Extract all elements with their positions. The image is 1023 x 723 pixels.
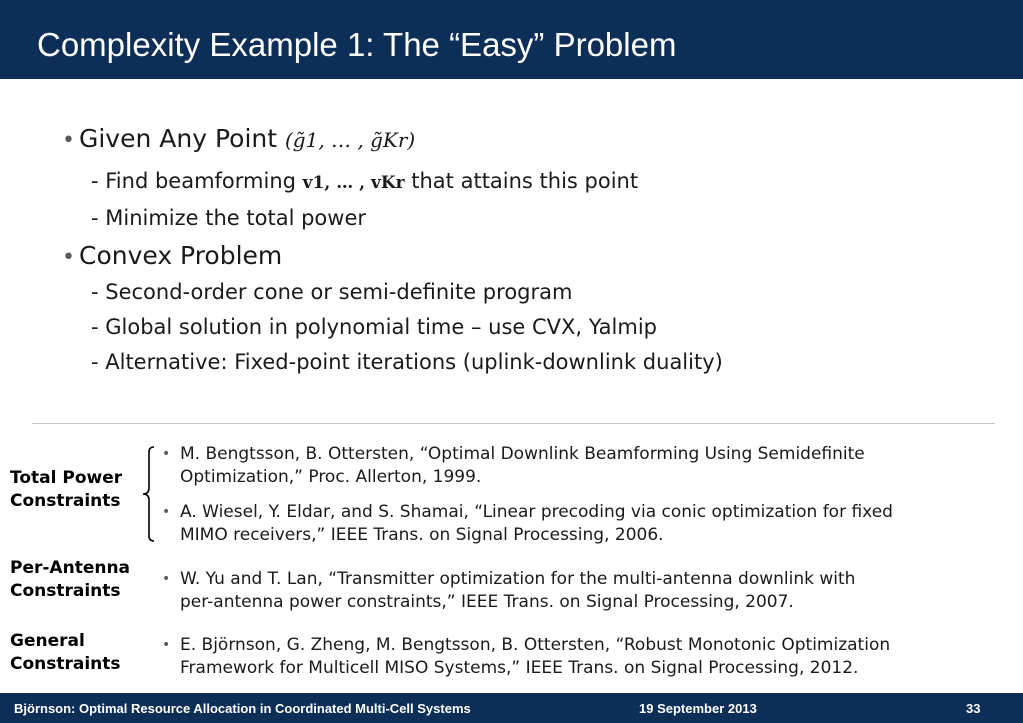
section-divider bbox=[32, 423, 995, 424]
label-line: Constraints bbox=[10, 654, 121, 674]
sub-bullet-suffix: that attains this point bbox=[411, 169, 639, 193]
sub-bullet-text: - Global solution in polynomial time – use CVX, Yalmip bbox=[91, 315, 658, 339]
bullet-dot-icon: • bbox=[162, 637, 171, 653]
sub-bullet-cone-program bbox=[91, 280, 572, 304]
sub-bullet-global-solution bbox=[91, 315, 657, 339]
label-line: General bbox=[10, 631, 85, 651]
label-line: Constraints bbox=[10, 581, 121, 601]
ref-label-per-antenna bbox=[10, 557, 130, 603]
bullet-text: Convex Problem bbox=[78, 241, 283, 270]
beamforming-formula: v1, … , vKr bbox=[302, 173, 405, 193]
footer-page-number: 33 bbox=[966, 701, 981, 716]
sub-bullet-text: - Alternative: Fixed-point iterations (uplink-downlink duality) bbox=[91, 350, 723, 374]
sub-bullet-text: - Second-order cone or semi-definite program bbox=[91, 280, 573, 304]
ref-line: W. Yu and T. Lan, “Transmitter optimization for the multi-antenna downlink with bbox=[180, 569, 856, 589]
bullet-dot-icon: • bbox=[162, 504, 171, 520]
label-line: Total Power bbox=[10, 468, 123, 488]
ref-line: Optimization,” Proc. Allerton, 1999. bbox=[180, 467, 482, 487]
footer-date: 19 September 2013 bbox=[639, 701, 757, 716]
ref-line: M. Bengtsson, B. Ottersten, “Optimal Downlink Beamforming Using Semidefinite bbox=[180, 444, 865, 464]
label-line: Constraints bbox=[10, 491, 121, 511]
ref-line: A. Wiesel, Y. Eldar, and S. Shamai, “Linear precoding via conic optimization for fixed bbox=[180, 502, 893, 522]
sub-bullet-find-beamforming bbox=[91, 169, 638, 193]
slide-title: Complexity Example 1: The “Easy” Problem bbox=[37, 26, 677, 63]
bullet-given-any-point bbox=[62, 124, 415, 153]
footer-presentation-title: Björnson: Optimal Resource Allocation in Coordinated Multi-Cell Systems bbox=[14, 701, 471, 716]
ref-line: E. Björnson, G. Zheng, M. Bengtsson, B. Ottersten, “Robust Monotonic Optimization bbox=[180, 635, 891, 655]
ref-line: MIMO receivers,” IEEE Trans. on Signal Processing, 2006. bbox=[180, 525, 664, 545]
sub-bullet-alternative bbox=[91, 350, 723, 374]
sub-bullet-prefix: - Find beamforming bbox=[91, 169, 296, 193]
bullet-dot-icon: • bbox=[162, 446, 171, 462]
label-line: Per-Antenna bbox=[10, 558, 131, 578]
ref-line: Framework for Multicell MISO Systems,” IEEE Trans. on Signal Processing, 2012. bbox=[180, 658, 859, 678]
bullet-text: Given Any Point bbox=[78, 124, 278, 153]
ref-label-total-power bbox=[10, 467, 122, 513]
sub-bullet-minimize-power bbox=[91, 206, 366, 230]
bullet-dot-icon: • bbox=[62, 128, 75, 153]
curly-brace-icon bbox=[140, 446, 156, 542]
footer-bar bbox=[0, 693, 1023, 723]
bullet-dot-icon: • bbox=[162, 571, 171, 587]
ref-line: per-antenna power constraints,” IEEE Trans. on Signal Processing, 2007. bbox=[180, 592, 794, 612]
title-bar bbox=[0, 0, 1023, 79]
sub-bullet-text: - Minimize the total power bbox=[91, 206, 366, 230]
bullet-convex-problem bbox=[62, 241, 282, 270]
ref-label-general bbox=[10, 630, 121, 676]
point-formula: (g̃1, … , g̃Kr) bbox=[284, 128, 416, 152]
bullet-dot-icon: • bbox=[62, 245, 75, 270]
